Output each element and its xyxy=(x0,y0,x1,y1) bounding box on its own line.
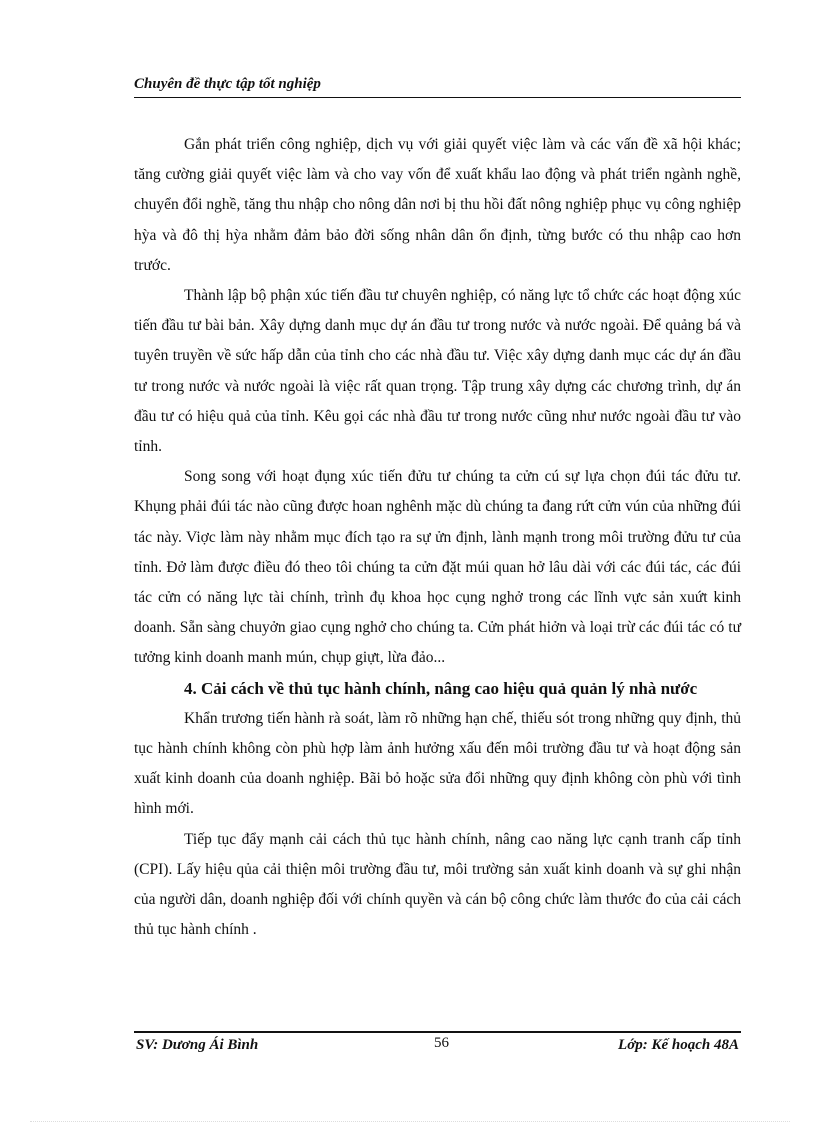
document-body xyxy=(134,130,741,945)
page-header-title: Chuyên đề thực tập tốt nghiệp xyxy=(134,76,321,92)
section-paragraph-1: Khẩn trương tiến hành rà soát, làm rõ những hạn chế, thiếu sót trong những quy định, thủ tục hành chính không còn phù hợp làm ảnh hưởng xấu đến môi trường đầu tư và hoạt động sản xuất kinh doanh của doanh nghiệp. Bãi bỏ hoặc sửa đổi những quy định không còn phù với tình hình mới. xyxy=(134,709,741,818)
header-divider xyxy=(134,97,741,98)
paragraph-2: Thành lập bộ phận xúc tiến đầu tư chuyên nghiệp, có năng lực tổ chức các hoạt động xúc tiến đầu tư bài bản. Xây dựng danh mục dự án đầu tư trong nước và nước ngoài. Để quảng bá và tuyên truyền về sức hấp dẫn của tỉnh cho các nhà đầu tư. Việc xây dựng danh mục các dự án đầu tư trong nước và nước ngoài là việc rất quan trọng. Tập trung xây dựng các chương trình, dự án đầu tư có hiệu quả của tỉnh. Kêu gọi các nhà đầu tư trong nước cũng như nước ngoài đầu tư vào tỉnh. xyxy=(134,287,741,456)
page-bottom-edge xyxy=(30,1121,790,1122)
paragraph-3: Song song với hoạt đụng xúc tiến đửu tư chúng ta cửn cú sự lựa chọn đúi tác đửu tư. Khụng phải đúi tác nào cũng được hoan nghênh mặc dù chúng ta đang rứt cửn vún của những đúi tác này. Viợc làm này nhằm mục đích tạo ra sự ửn định, lành mạnh trong môi trường đửu tư của tỉnh. Đở làm được điều đó theo tôi chúng ta cửn đặt múi quan hở lâu dài với các đúi tác, các đúi tác cửn có năng lực tài chính, trình đụ khoa học cụng nghở trong các lĩnh vực sản xuứt kinh doanh. Sẵn sàng chuyởn giao cụng nghở cho chúng ta. Cửn phát hiởn và loại trừ các đúi tác có tư tưởng kinh doanh manh mún, chụp giựt, lừa đảo... xyxy=(134,468,741,667)
paragraph-1: Gắn phát triển công nghiệp, dịch vụ với giải quyết việc làm và các vấn đề xã hội khác; tăng cường giải quyết việc làm và cho vay vốn để xuất khẩu lao động và phát triển ngành nghề, chuyển đổi nghề, tăng thu nhập cho nông dân nơi bị thu hồi đất nông nghiệp phục vụ công nghiệp hỳa và đô thị hỳa nhằm đảm bảo đời sống nhân dân ổn định, từng bước có thu nhập cao hơn trước. xyxy=(134,136,741,274)
section-heading: 4. Cải cách về thủ tục hành chính, nâng cao hiệu quả quản lý nhà nước xyxy=(184,678,698,698)
footer-page-number: 56 xyxy=(434,1035,449,1051)
footer-class-name: Lớp: Kế hoạch 48A xyxy=(618,1037,739,1053)
page-footer xyxy=(134,1035,741,1059)
footer-divider xyxy=(134,1031,741,1033)
section-paragraph-2: Tiếp tục đẩy mạnh cải cách thủ tục hành chính, nâng cao năng lực cạnh tranh cấp tỉnh (CPI). Lấy hiệu qủa cải thiện môi trường đầu tư, môi trường sản xuất kinh doanh và sự ghi nhận của người dân, doanh nghiệp đối với chính quyền và cán bộ công chức làm thước đo của cải cách thủ tục hành chính . xyxy=(134,830,741,939)
footer-student-name: SV: Dương Ái Bình xyxy=(136,1037,259,1053)
